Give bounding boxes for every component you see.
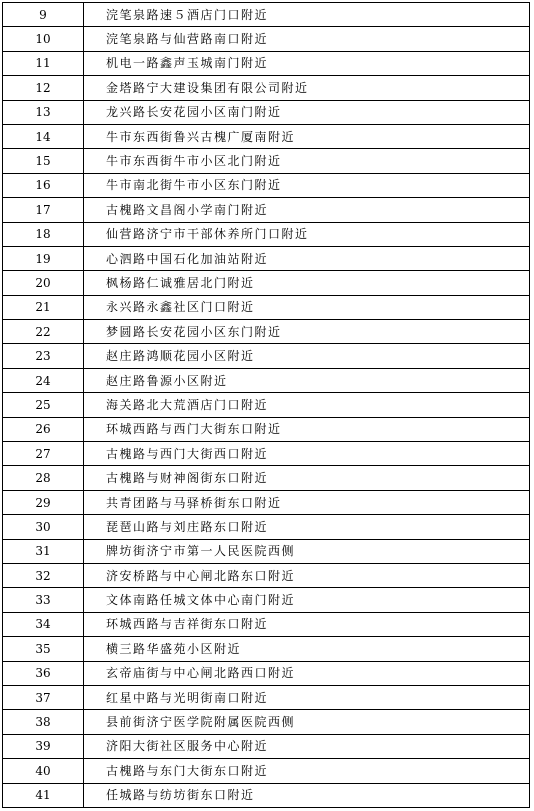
table-row xyxy=(3,685,530,709)
location-text: 古槐路文昌阁小学南门附近 xyxy=(84,198,530,222)
location-text: 济安桥路与中心闸北路东口附近 xyxy=(84,563,530,587)
row-number: 18 xyxy=(3,222,84,246)
table-row xyxy=(3,539,530,563)
table-row xyxy=(3,173,530,197)
location-text: 古槐路与财神阁街东口附近 xyxy=(84,466,530,490)
location-text: 海关路北大荒酒店门口附近 xyxy=(84,393,530,417)
table-row xyxy=(3,100,530,124)
table-row xyxy=(3,198,530,222)
location-text: 仙营路济宁市干部休养所门口附近 xyxy=(84,222,530,246)
table-row xyxy=(3,417,530,441)
row-number: 30 xyxy=(3,515,84,539)
row-number: 33 xyxy=(3,588,84,612)
table-row xyxy=(3,344,530,368)
location-text: 机电一路鑫声玉城南门附近 xyxy=(84,51,530,75)
location-text: 古槐路与西门大街西口附近 xyxy=(84,442,530,466)
location-text: 金塔路宁大建设集团有限公司附近 xyxy=(84,76,530,100)
location-text: 永兴路永鑫社区门口附近 xyxy=(84,295,530,319)
row-number: 38 xyxy=(3,710,84,734)
location-text: 任城路与纺坊街东口附近 xyxy=(84,783,530,807)
location-text: 枫杨路仁诚雅居北门附近 xyxy=(84,271,530,295)
table-row xyxy=(3,759,530,783)
location-text: 济阳大街社区服务中心附近 xyxy=(84,734,530,758)
location-text: 浣笔泉路与仙营路南口附近 xyxy=(84,27,530,51)
row-number: 12 xyxy=(3,76,84,100)
table-row xyxy=(3,124,530,148)
row-number: 29 xyxy=(3,490,84,514)
row-number: 31 xyxy=(3,539,84,563)
row-number: 15 xyxy=(3,149,84,173)
table-row xyxy=(3,710,530,734)
location-text: 文体南路任城文体中心南门附近 xyxy=(84,588,530,612)
row-number: 41 xyxy=(3,783,84,807)
row-number: 14 xyxy=(3,124,84,148)
location-text: 浣笔泉路速５酒店门口附近 xyxy=(84,3,530,27)
table-row xyxy=(3,515,530,539)
table-row xyxy=(3,734,530,758)
table-row xyxy=(3,588,530,612)
location-text: 古槐路与东门大街东口附近 xyxy=(84,759,530,783)
location-text: 环城西路与西门大街东口附近 xyxy=(84,417,530,441)
row-number: 35 xyxy=(3,637,84,661)
row-number: 17 xyxy=(3,198,84,222)
location-text: 环城西路与吉祥街东口附近 xyxy=(84,612,530,636)
location-text: 牌坊街济宁市第一人民医院西侧 xyxy=(84,539,530,563)
row-number: 26 xyxy=(3,417,84,441)
location-table-body xyxy=(3,3,530,808)
location-text: 共青团路与马驿桥街东口附近 xyxy=(84,490,530,514)
row-number: 11 xyxy=(3,51,84,75)
row-number: 23 xyxy=(3,344,84,368)
location-text: 梦圆路长安花园小区东门附近 xyxy=(84,320,530,344)
location-text: 赵庄路鸿顺花园小区附近 xyxy=(84,344,530,368)
row-number: 9 xyxy=(3,3,84,27)
location-text: 牛市南北街牛市小区东门附近 xyxy=(84,173,530,197)
table-row xyxy=(3,612,530,636)
row-number: 19 xyxy=(3,246,84,270)
row-number: 10 xyxy=(3,27,84,51)
row-number: 36 xyxy=(3,661,84,685)
row-number: 24 xyxy=(3,368,84,392)
table-row xyxy=(3,490,530,514)
table-row xyxy=(3,295,530,319)
row-number: 28 xyxy=(3,466,84,490)
table-row xyxy=(3,51,530,75)
table-row xyxy=(3,466,530,490)
location-text: 心泗路中国石化加油站附近 xyxy=(84,246,530,270)
row-number: 32 xyxy=(3,563,84,587)
location-text: 横三路华盛苑小区附近 xyxy=(84,637,530,661)
row-number: 16 xyxy=(3,173,84,197)
location-table xyxy=(2,2,530,808)
location-text: 县前街济宁医学院附属医院西侧 xyxy=(84,710,530,734)
location-text: 红星中路与光明街南口附近 xyxy=(84,685,530,709)
table-row xyxy=(3,563,530,587)
table-row xyxy=(3,246,530,270)
table-row xyxy=(3,149,530,173)
table-row xyxy=(3,637,530,661)
table-row xyxy=(3,27,530,51)
table-row xyxy=(3,3,530,27)
location-text: 玄帝庙街与中心闸北路西口附近 xyxy=(84,661,530,685)
table-row xyxy=(3,320,530,344)
table-row xyxy=(3,442,530,466)
location-text: 牛市东西街鲁兴古槐广厦南附近 xyxy=(84,124,530,148)
table-row xyxy=(3,393,530,417)
row-number: 20 xyxy=(3,271,84,295)
row-number: 21 xyxy=(3,295,84,319)
row-number: 39 xyxy=(3,734,84,758)
location-text: 赵庄路鲁源小区附近 xyxy=(84,368,530,392)
table-row xyxy=(3,271,530,295)
row-number: 34 xyxy=(3,612,84,636)
row-number: 25 xyxy=(3,393,84,417)
row-number: 13 xyxy=(3,100,84,124)
row-number: 27 xyxy=(3,442,84,466)
row-number: 37 xyxy=(3,685,84,709)
table-row xyxy=(3,222,530,246)
table-row xyxy=(3,661,530,685)
row-number: 22 xyxy=(3,320,84,344)
location-text: 牛市东西街牛市小区北门附近 xyxy=(84,149,530,173)
table-row xyxy=(3,368,530,392)
location-text: 龙兴路长安花园小区南门附近 xyxy=(84,100,530,124)
row-number: 40 xyxy=(3,759,84,783)
table-row xyxy=(3,783,530,807)
location-text: 琵琶山路与刘庄路东口附近 xyxy=(84,515,530,539)
table-row xyxy=(3,76,530,100)
